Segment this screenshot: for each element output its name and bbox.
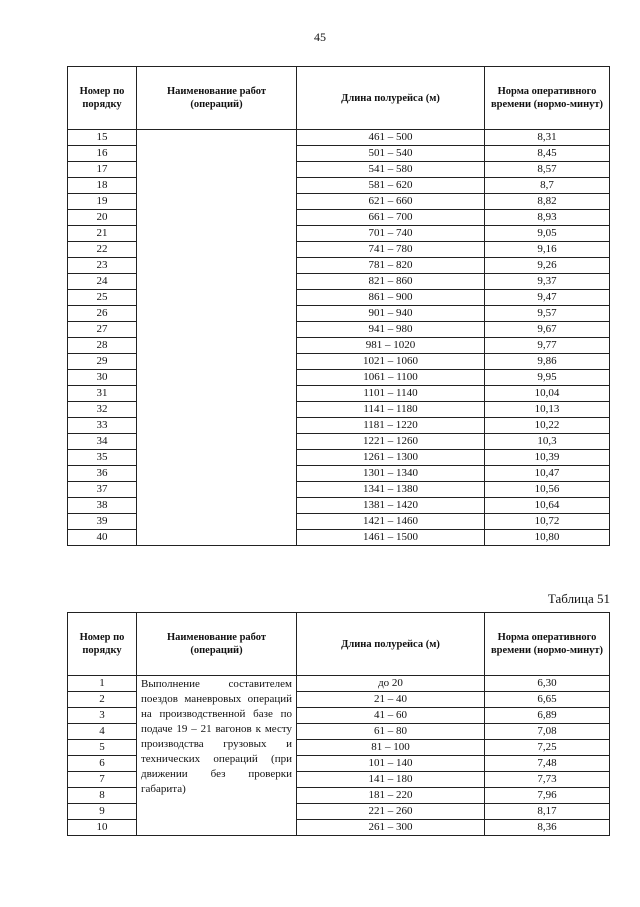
time-norm-cell: 9,57: [485, 306, 610, 322]
operation-name-cell: [137, 130, 297, 546]
table-body: [68, 676, 610, 836]
row-number-cell: 28: [68, 338, 137, 354]
run-length-cell: 1341 – 1380: [297, 482, 485, 498]
row-number-cell: 10: [68, 820, 137, 836]
time-norm-cell: 8,31: [485, 130, 610, 146]
row-number-cell: 20: [68, 210, 137, 226]
run-length-cell: 781 – 820: [297, 258, 485, 274]
row-number-cell: 15: [68, 130, 137, 146]
time-norm-cell: 6,65: [485, 692, 610, 708]
time-norm-cell: 7,08: [485, 724, 610, 740]
time-norm-cell: 10,56: [485, 482, 610, 498]
time-norm-cell: 9,47: [485, 290, 610, 306]
row-number-cell: 21: [68, 226, 137, 242]
time-norm-cell: 10,04: [485, 386, 610, 402]
run-length-cell: 941 – 980: [297, 322, 485, 338]
row-number-cell: 38: [68, 498, 137, 514]
run-length-cell: 141 – 180: [297, 772, 485, 788]
time-norm-cell: 8,93: [485, 210, 610, 226]
run-length-cell: 461 – 500: [297, 130, 485, 146]
time-norm-cell: 9,26: [485, 258, 610, 274]
operation-name-cell: Выполнение составителем поездов маневровых операций на производственной базе по подаче 19 – 21 вагонов к месту производства грузовых и технических операций (при движении без проверки габарита): [137, 676, 297, 836]
row-number-cell: 27: [68, 322, 137, 338]
run-length-cell: 1141 – 1180: [297, 402, 485, 418]
header-time-norm: Норма оперативного времени (нормо-минут): [485, 67, 610, 130]
header-run-length: Длина полурейса (м): [297, 613, 485, 676]
header-number: Номер по порядку: [68, 613, 137, 676]
time-norm-cell: 10,64: [485, 498, 610, 514]
header-operation-name: Наименование работ (операций): [137, 67, 297, 130]
run-length-cell: 181 – 220: [297, 788, 485, 804]
time-norm-cell: 9,16: [485, 242, 610, 258]
time-norm-cell: 10,39: [485, 450, 610, 466]
row-number-cell: 3: [68, 708, 137, 724]
time-norm-cell: 8,7: [485, 178, 610, 194]
time-norm-cell: 7,48: [485, 756, 610, 772]
row-number-cell: 17: [68, 162, 137, 178]
time-norm-cell: 6,89: [485, 708, 610, 724]
row-number-cell: 1: [68, 676, 137, 692]
row-number-cell: 25: [68, 290, 137, 306]
row-number-cell: 37: [68, 482, 137, 498]
row-number-cell: 36: [68, 466, 137, 482]
run-length-cell: 221 – 260: [297, 804, 485, 820]
run-length-cell: 581 – 620: [297, 178, 485, 194]
run-length-cell: 981 – 1020: [297, 338, 485, 354]
run-length-cell: 1061 – 1100: [297, 370, 485, 386]
norm-table-51: [67, 612, 610, 836]
run-length-cell: 1461 – 1500: [297, 530, 485, 546]
row-number-cell: 30: [68, 370, 137, 386]
run-length-cell: 901 – 940: [297, 306, 485, 322]
run-length-cell: 61 – 80: [297, 724, 485, 740]
time-norm-cell: 8,17: [485, 804, 610, 820]
table-row: [68, 676, 610, 692]
table-row: [68, 130, 610, 146]
run-length-cell: 861 – 900: [297, 290, 485, 306]
row-number-cell: 7: [68, 772, 137, 788]
table-caption: Таблица 51: [547, 591, 610, 606]
time-norm-cell: 7,96: [485, 788, 610, 804]
row-number-cell: 33: [68, 418, 137, 434]
time-norm-cell: 10,13: [485, 402, 610, 418]
row-number-cell: 35: [68, 450, 137, 466]
time-norm-cell: 10,80: [485, 530, 610, 546]
header-number: Номер по порядку: [68, 67, 137, 130]
time-norm-cell: 9,67: [485, 322, 610, 338]
time-norm-cell: 10,22: [485, 418, 610, 434]
run-length-cell: 1101 – 1140: [297, 386, 485, 402]
row-number-cell: 18: [68, 178, 137, 194]
header-time-norm: Норма оперативного времени (нормо-минут): [485, 613, 610, 676]
time-norm-cell: 9,77: [485, 338, 610, 354]
table-header-row: [68, 67, 610, 130]
table-header-row: [68, 613, 610, 676]
run-length-cell: 701 – 740: [297, 226, 485, 242]
time-norm-cell: 8,45: [485, 146, 610, 162]
run-length-cell: 741 – 780: [297, 242, 485, 258]
run-length-cell: 1381 – 1420: [297, 498, 485, 514]
run-length-cell: 81 – 100: [297, 740, 485, 756]
row-number-cell: 6: [68, 756, 137, 772]
run-length-cell: 261 – 300: [297, 820, 485, 836]
row-number-cell: 26: [68, 306, 137, 322]
time-norm-cell: 9,86: [485, 354, 610, 370]
row-number-cell: 16: [68, 146, 137, 162]
run-length-cell: 621 – 660: [297, 194, 485, 210]
time-norm-cell: 8,36: [485, 820, 610, 836]
norm-table-continued: [67, 66, 610, 546]
row-number-cell: 24: [68, 274, 137, 290]
run-length-cell: 1301 – 1340: [297, 466, 485, 482]
table-body: [68, 130, 610, 546]
run-length-cell: 1421 – 1460: [297, 514, 485, 530]
row-number-cell: 34: [68, 434, 137, 450]
run-length-cell: 1181 – 1220: [297, 418, 485, 434]
run-length-cell: 41 – 60: [297, 708, 485, 724]
time-norm-cell: 9,05: [485, 226, 610, 242]
run-length-cell: 1021 – 1060: [297, 354, 485, 370]
time-norm-cell: 6,30: [485, 676, 610, 692]
run-length-cell: 821 – 860: [297, 274, 485, 290]
row-number-cell: 5: [68, 740, 137, 756]
time-norm-cell: 10,72: [485, 514, 610, 530]
row-number-cell: 22: [68, 242, 137, 258]
run-length-cell: 661 – 700: [297, 210, 485, 226]
row-number-cell: 2: [68, 692, 137, 708]
row-number-cell: 23: [68, 258, 137, 274]
time-norm-cell: 7,25: [485, 740, 610, 756]
row-number-cell: 19: [68, 194, 137, 210]
row-number-cell: 4: [68, 724, 137, 740]
row-number-cell: 39: [68, 514, 137, 530]
row-number-cell: 31: [68, 386, 137, 402]
run-length-cell: 541 – 580: [297, 162, 485, 178]
header-run-length: Длина полурейса (м): [297, 67, 485, 130]
row-number-cell: 40: [68, 530, 137, 546]
run-length-cell: 1261 – 1300: [297, 450, 485, 466]
header-operation-name: Наименование работ (операций): [137, 613, 297, 676]
time-norm-cell: 8,82: [485, 194, 610, 210]
row-number-cell: 29: [68, 354, 137, 370]
time-norm-cell: 7,73: [485, 772, 610, 788]
time-norm-cell: 10,3: [485, 434, 610, 450]
row-number-cell: 32: [68, 402, 137, 418]
page-number: 45: [314, 30, 326, 44]
time-norm-cell: 8,57: [485, 162, 610, 178]
run-length-cell: 21 – 40: [297, 692, 485, 708]
time-norm-cell: 10,47: [485, 466, 610, 482]
time-norm-cell: 9,37: [485, 274, 610, 290]
row-number-cell: 9: [68, 804, 137, 820]
run-length-cell: до 20: [297, 676, 485, 692]
run-length-cell: 501 – 540: [297, 146, 485, 162]
row-number-cell: 8: [68, 788, 137, 804]
time-norm-cell: 9,95: [485, 370, 610, 386]
run-length-cell: 101 – 140: [297, 756, 485, 772]
run-length-cell: 1221 – 1260: [297, 434, 485, 450]
